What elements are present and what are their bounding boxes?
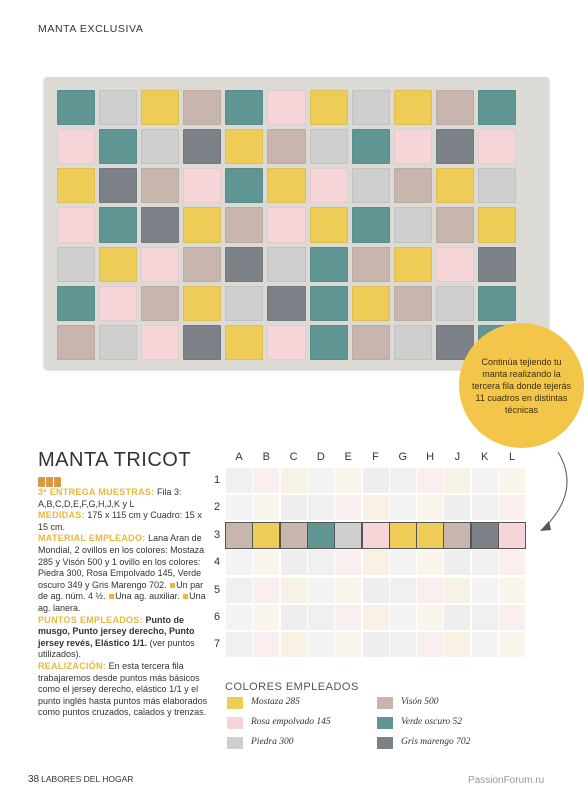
watermark: PassionForum.ru <box>468 775 545 786</box>
grid-column-label: L <box>508 451 516 463</box>
blanket-square <box>352 207 390 242</box>
grid-cell <box>444 523 470 548</box>
grid-cell <box>226 523 252 548</box>
grid-cell <box>472 495 498 520</box>
blanket-square <box>267 207 305 242</box>
grid-cell <box>226 605 252 630</box>
bullet-icon <box>183 594 188 599</box>
medidas-text: 175 x 115 cm y Cuadro: 15 x 15 cm. <box>38 510 202 532</box>
legend-label: Rosa empolvado 145 <box>251 717 331 727</box>
blanket-square <box>436 247 474 282</box>
legend-swatch <box>227 737 243 749</box>
legend-label: Mostaza 285 <box>251 697 300 707</box>
legend-title: COLORES EMPLEADOS <box>225 681 359 693</box>
grid-cell <box>363 605 389 630</box>
grid-cell <box>363 523 389 548</box>
entrega-label: 3ª ENTREGA MUESTRAS: <box>38 487 155 497</box>
article-title: MANTA TRICOT <box>38 449 192 471</box>
blanket-square <box>478 247 516 282</box>
grid-row-label: 7 <box>213 638 221 651</box>
legend-swatch <box>227 717 243 729</box>
grid-cell <box>363 632 389 657</box>
blanket-square <box>183 90 221 125</box>
grid-cell <box>472 550 498 575</box>
grid-cell <box>308 550 334 575</box>
grid-cell <box>335 632 361 657</box>
puntos-text: Punto de musgo, Punto jersey derecho, Punto jersey revés, Elástico 1/1. <box>38 614 195 648</box>
callout-text: Continúa tejiendo tu manta realizando la tercera fila donde tejerás 11 cuadros en distintas técnicas <box>471 356 572 415</box>
blanket-square <box>225 129 263 164</box>
grid-cell <box>499 495 525 520</box>
material-text3: Una ag. auxiliar. <box>115 591 180 602</box>
grid-cell <box>335 495 361 520</box>
grid-cell <box>444 495 470 520</box>
legend-label: Gris marengo 702 <box>401 737 471 747</box>
grid-column-label: H <box>426 451 435 463</box>
blanket-square <box>394 129 432 164</box>
blanket-square <box>267 247 305 282</box>
blanket-square <box>57 90 95 125</box>
material-text2: Un par de ag. núm. 4 ½. <box>38 579 204 602</box>
grid-cell <box>308 578 334 603</box>
blanket-square <box>57 325 95 360</box>
grid-cell <box>417 578 443 603</box>
grid-cell <box>253 495 279 520</box>
grid-cell <box>390 578 416 603</box>
realizacion-label: REALIZACIÓN: <box>38 660 107 671</box>
material-text: Lana Aran de Mondial, 2 ovillos en los colores: Mostaza 285 y Visón 500 y 1 ovillo en los colores: Piedra 300, Rosa Empolvado 145, Verde oscuro 349 y Gris Marengo 702. <box>38 533 205 590</box>
grid-cell <box>390 495 416 520</box>
grid-cell <box>417 495 443 520</box>
bullet-icon <box>109 594 114 599</box>
realizacion-text: En esta tercera fila trabajaremos desde puntos más básicos como el jersey derecho, elástico 1/1 y el punto inglés hasta puntos más elaborados como puntos cruzados, calados y trenzas. <box>38 660 208 718</box>
magazine-name: LABORES DEL HOGAR <box>41 774 134 784</box>
blanket-square <box>57 247 95 282</box>
grid-row-label: 5 <box>213 583 221 596</box>
grid-cell <box>253 468 279 493</box>
grid-row-label: 1 <box>213 474 221 486</box>
grid-cell <box>335 523 361 548</box>
material-label: MATERIAL EMPLEADO: <box>38 533 146 544</box>
grid-cell <box>499 523 525 548</box>
blanket-square <box>394 207 432 242</box>
blanket-square <box>436 207 474 242</box>
medidas-label: MEDIDAS: <box>38 510 85 521</box>
grid-column-label: G <box>398 451 408 463</box>
grid-row-label: 4 <box>213 556 221 569</box>
grid-row-label: 6 <box>213 611 221 623</box>
blanket-square <box>99 325 137 360</box>
grid-cell <box>444 468 470 493</box>
blanket-square <box>141 129 179 164</box>
entrega-text: Fila 3: A,B,C,D,E,F,G,H,J,K y L <box>38 487 182 509</box>
grid-cell <box>226 578 252 603</box>
blanket-square <box>310 207 348 242</box>
blanket-square <box>310 168 348 203</box>
grid-cell <box>253 578 279 603</box>
blanket-square <box>267 325 305 360</box>
page-number: 38 <box>28 774 40 785</box>
blanket-square <box>99 207 137 242</box>
grid-cell <box>281 468 307 493</box>
blanket-square <box>183 325 221 360</box>
blanket-square <box>225 286 263 321</box>
legend-label: Visón 500 <box>401 697 439 707</box>
blanket-square <box>141 168 179 203</box>
blanket-square <box>57 129 95 164</box>
blanket-square <box>183 247 221 282</box>
grid-cell <box>308 605 334 630</box>
blanket-square <box>99 90 137 125</box>
blanket-square <box>478 168 516 203</box>
grid-cell <box>308 468 334 493</box>
grid-cell <box>253 550 279 575</box>
blanket-square <box>310 129 348 164</box>
blanket-square <box>394 168 432 203</box>
blanket-square <box>57 168 95 203</box>
blanket-square <box>436 168 474 203</box>
blanket-square <box>478 286 516 321</box>
grid-column-label: B <box>262 451 270 463</box>
blanket-square <box>310 247 348 282</box>
blanket-square <box>225 90 263 125</box>
grid-cell <box>335 550 361 575</box>
grid-cell <box>417 468 443 493</box>
grid-cell <box>226 632 252 657</box>
grid-cell <box>472 523 498 548</box>
blanket-square <box>183 207 221 242</box>
grid-cell <box>499 632 525 657</box>
blanket-square <box>99 129 137 164</box>
grid-cell <box>226 495 252 520</box>
legend-swatch <box>227 697 243 709</box>
blanket-square <box>436 129 474 164</box>
page-footer <box>28 774 133 785</box>
grid-cell <box>417 605 443 630</box>
grid-cell <box>335 468 361 493</box>
grid-cell <box>308 523 334 548</box>
grid-cell <box>444 550 470 575</box>
grid-cell <box>363 495 389 520</box>
blanket-square <box>310 286 348 321</box>
grid-cell <box>363 550 389 575</box>
puntos-label: PUNTOS EMPLEADOS: <box>38 614 143 625</box>
grid-cell <box>281 495 307 520</box>
grid-cell <box>281 605 307 630</box>
grid-cell <box>390 550 416 575</box>
grid-column-label: F <box>372 451 379 463</box>
grid-cell <box>390 632 416 657</box>
blanket-square <box>225 168 263 203</box>
grid-column-label: D <box>316 451 325 463</box>
grid-cell <box>253 605 279 630</box>
blanket-square <box>352 90 390 125</box>
grid-cell <box>444 605 470 630</box>
blanket-square <box>267 90 305 125</box>
blanket-square <box>225 325 263 360</box>
grid-cell <box>444 578 470 603</box>
grid-cell <box>499 578 525 603</box>
blanket-square <box>436 286 474 321</box>
grid-cell <box>335 578 361 603</box>
grid-cell <box>281 632 307 657</box>
grid-cell <box>417 550 443 575</box>
article-details <box>38 487 208 719</box>
blanket-square <box>310 325 348 360</box>
blanket-square <box>225 247 263 282</box>
blanket-square <box>267 168 305 203</box>
grid-cell <box>390 468 416 493</box>
section-label: MANTA EXCLUSIVA <box>38 23 144 35</box>
blanket-square <box>394 247 432 282</box>
blanket-square <box>99 247 137 282</box>
grid-cell <box>335 605 361 630</box>
blanket-square <box>183 286 221 321</box>
grid-cell <box>499 605 525 630</box>
grid-cell <box>472 605 498 630</box>
grid-cell <box>226 550 252 575</box>
blanket-square <box>267 286 305 321</box>
blanket-square <box>352 247 390 282</box>
blanket-square <box>478 90 516 125</box>
blanket-squares <box>57 90 516 360</box>
grid-column-label: E <box>344 451 352 463</box>
grid-cell <box>472 578 498 603</box>
grid-cell <box>226 468 252 493</box>
blanket-square <box>99 168 137 203</box>
blanket-square <box>310 90 348 125</box>
puntos-note: (ver puntos utilizados). <box>38 637 195 660</box>
blanket-square <box>478 129 516 164</box>
blanket-square <box>394 286 432 321</box>
grid-cell <box>281 550 307 575</box>
grid-cell <box>417 523 443 548</box>
legend-swatch <box>377 717 393 729</box>
grid-cell <box>417 632 443 657</box>
blanket-square <box>57 286 95 321</box>
blanket-square <box>99 286 137 321</box>
grid-cell <box>472 632 498 657</box>
grid-cell <box>363 468 389 493</box>
legend-label: Piedra 300 <box>251 737 294 747</box>
legend-label: Verde oscuro 52 <box>401 717 463 727</box>
material-text4: Una ag. lanera. <box>38 591 206 613</box>
bullet-icon <box>170 583 175 588</box>
blanket-square <box>436 90 474 125</box>
blanket-square <box>141 90 179 125</box>
grid-cell <box>390 523 416 548</box>
grid-row-label: 2 <box>213 501 221 514</box>
knitting-needles-icon <box>38 474 64 484</box>
legend-swatch <box>377 697 393 709</box>
grid-cell <box>308 632 334 657</box>
grid-cell <box>363 578 389 603</box>
blanket-square <box>57 207 95 242</box>
blanket-square <box>267 129 305 164</box>
grid-cell <box>499 550 525 575</box>
grid-cell <box>444 632 470 657</box>
blanket-square <box>141 325 179 360</box>
legend-swatch <box>377 737 393 749</box>
blanket-square <box>352 325 390 360</box>
grid-cell <box>472 468 498 493</box>
callout-bubble <box>459 323 584 448</box>
blanket-square <box>394 325 432 360</box>
blanket-square <box>183 129 221 164</box>
blanket-square <box>352 168 390 203</box>
blanket-square <box>352 286 390 321</box>
grid-cell <box>253 632 279 657</box>
grid-column-label: C <box>289 451 298 463</box>
grid-cell <box>281 523 307 548</box>
grid-cell <box>308 495 334 520</box>
blanket-square <box>141 286 179 321</box>
blanket-square <box>183 168 221 203</box>
blanket-square <box>478 207 516 242</box>
blanket-square <box>352 129 390 164</box>
blanket-square <box>141 207 179 242</box>
grid-cell <box>281 578 307 603</box>
grid-column-label: A <box>235 451 243 463</box>
blanket-square <box>225 207 263 242</box>
grid-cell <box>390 605 416 630</box>
grid-cell <box>499 468 525 493</box>
blanket-square <box>394 90 432 125</box>
grid-column-label: K <box>481 451 489 463</box>
grid-column-label: J <box>454 451 461 463</box>
grid-row-label: 3 <box>213 528 221 541</box>
blanket-square <box>141 247 179 282</box>
grid-cell <box>253 523 279 548</box>
